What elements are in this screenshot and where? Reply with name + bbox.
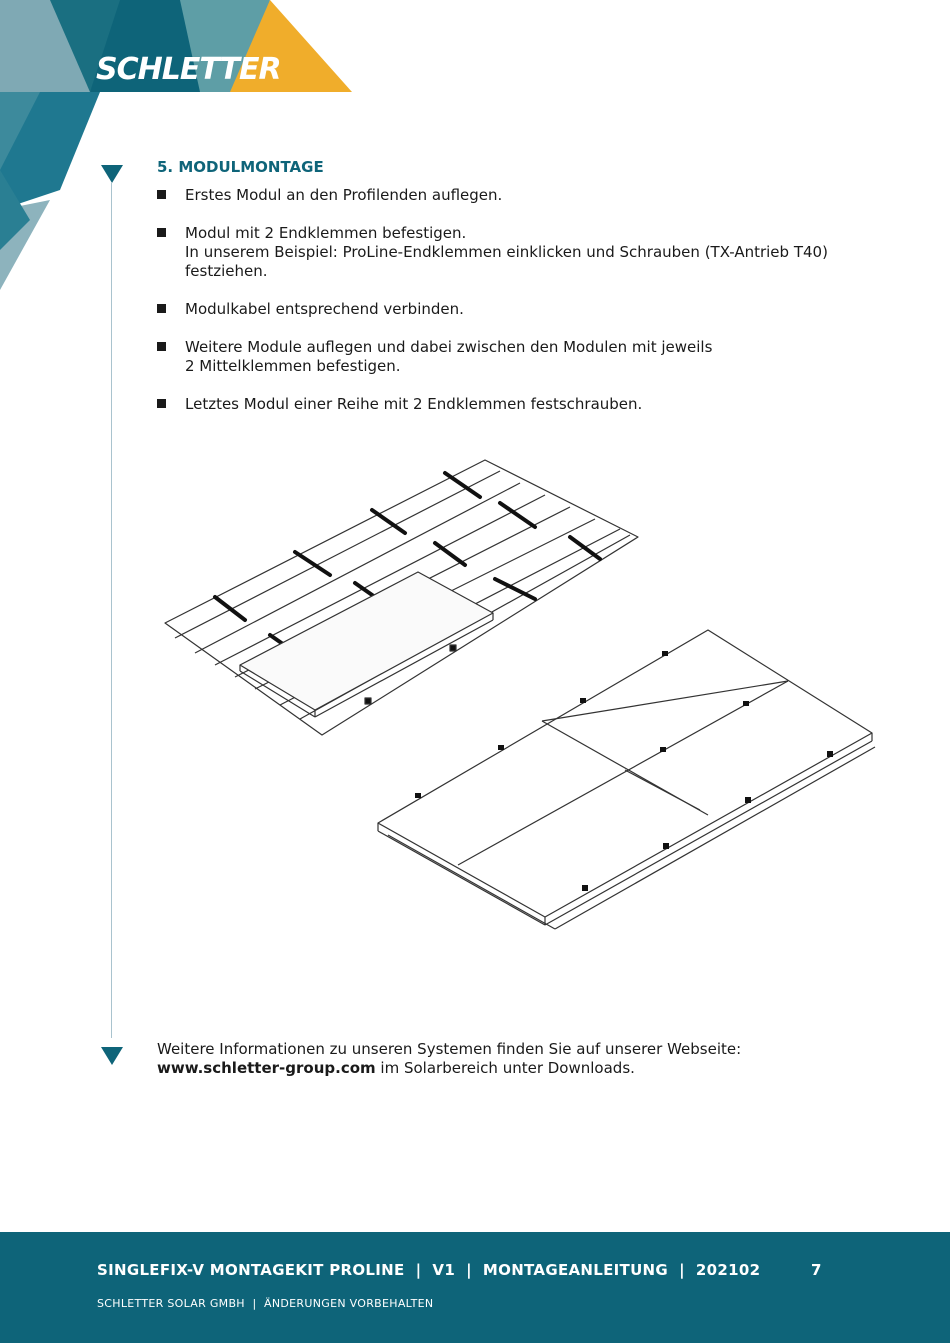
more-info-line: Weitere Informationen zu unseren Systemen finden Sie auf unserer Webseite: <box>157 1040 742 1058</box>
step-list <box>157 186 857 433</box>
module-mounting-illustration <box>160 455 880 935</box>
footer-document-title: SINGLEFIX-V MONTAGEKIT PROLINE | V1 | MONTAGEANLEITUNG | 202102 <box>97 1261 761 1279</box>
square-bullet-icon <box>157 342 166 351</box>
step-text: 2 Mittelklemmen befestigen. <box>185 357 401 375</box>
list-item <box>157 300 857 319</box>
square-bullet-icon <box>157 304 166 313</box>
square-bullet-icon <box>157 228 166 237</box>
section-marker-icon <box>101 165 123 183</box>
schletter-logo: SCHLETTER <box>96 52 281 87</box>
more-info-line-rest: im Solarbereich unter Downloads. <box>375 1059 635 1077</box>
more-info-text <box>157 1040 741 1078</box>
timeline-line <box>111 183 112 1038</box>
footer-company: SCHLETTER SOLAR GMBH | ÄNDERUNGEN VORBEHALTEN <box>97 1297 434 1310</box>
roof-with-rails-drawing <box>165 460 638 735</box>
list-item <box>157 338 857 376</box>
step-text: Modul mit 2 Endklemmen befestigen. <box>185 224 467 242</box>
website-link[interactable]: www.schletter-group.com <box>157 1059 376 1077</box>
step-text: In unserem Beispiel: ProLine-Endklemmen einklicken und Schrauben (TX-Antrieb T40) <box>185 243 828 261</box>
step-text: festziehen. <box>185 262 268 280</box>
page-footer <box>0 1232 950 1343</box>
square-bullet-icon <box>157 190 166 199</box>
list-item <box>157 395 857 414</box>
info-marker-icon <box>101 1047 123 1065</box>
page-number: 7 <box>811 1261 822 1279</box>
more-info-line <box>157 1059 741 1078</box>
step-text: Erstes Modul an den Profilenden auflegen. <box>185 186 503 204</box>
section-title: 5. MODULMONTAGE <box>157 158 324 176</box>
step-text: Letztes Modul einer Reihe mit 2 Endklemmen festschrauben. <box>185 395 643 413</box>
square-bullet-icon <box>157 399 166 408</box>
mounted-modules-drawing <box>378 630 875 929</box>
step-text: Weitere Module auflegen und dabei zwischen den Modulen mit jeweils <box>185 338 713 356</box>
step-text: Modulkabel entsprechend verbinden. <box>185 300 464 318</box>
list-item <box>157 186 857 205</box>
list-item <box>157 224 857 281</box>
